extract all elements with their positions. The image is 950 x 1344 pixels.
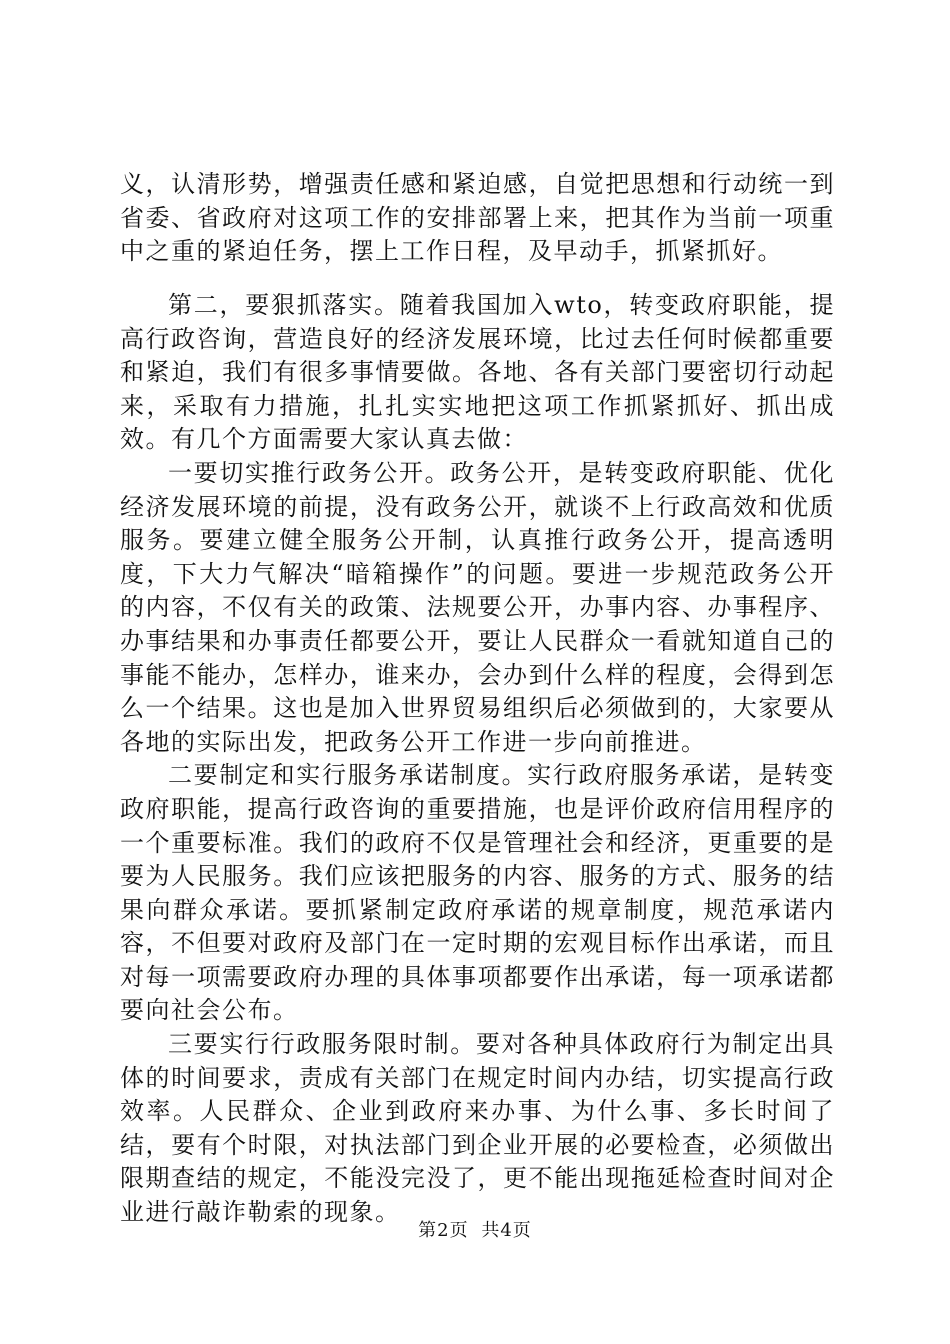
paragraph-continuation: 义，认清形势，增强责任感和紧迫感，自觉把思想和行动统一到省委、省政府对这项工作的安排部署上来，把其作为当前一项重中之重的紧迫任务，摆上工作日程，及早动手，抓紧抓好。 xyxy=(120,170,835,266)
page-footer xyxy=(0,1216,950,1242)
page-number: 第2页 xyxy=(418,1220,469,1241)
document-body-top xyxy=(120,168,835,269)
paragraph-second-point: 第二，要狠抓落实。随着我国加入wto，转变政府职能，提高行政咨询，营造良好的经济发展环境，比过去任何时候都重要和紧迫，我们有很多事情要做。各地、各有关部门要密切行动起来，采取有力措施，扎扎实实地把这项工作抓紧抓好、抓出成效。有几个方面需要大家认真去做： xyxy=(120,291,835,454)
paragraph-item-three: 三要实行行政服务限时制。要对各种具体政府行为制定出具体的时间要求，责成有关部门在规定时间内办结，切实提高行政效率。人民群众、企业到政府来办事、为什么事、多长时间了结，要有个时限，对执法部门到企业开展的必要检查，必须做出限期查结的规定，不能没完没了，更不能出现拖延检查时间对企业进行敲诈勒索的现象。 xyxy=(120,1030,835,1227)
document-body-main xyxy=(120,289,835,1230)
paragraph-item-one: 一要切实推行政务公开。政务公开，是转变政府职能、优化经济发展环境的前提，没有政务公开，就谈不上行政高效和优质服务。要建立健全服务公开制，认真推行政务公开，提高透明度，下大力气解决“暗箱操作”的问题。要进一步规范政务公开的内容，不仅有关的政策、法规要公开，办事内容、办事程序、办事结果和办事责任都要公开，要让人民群众一看就知道自己的事能不能办，怎样办，谁来办，会办到什么样的程度，会得到怎么一个结果。这也是加入世界贸易组织后必须做到的，大家要从各地的实际出发，把政务公开工作进一步向前推进。 xyxy=(120,458,835,756)
page-total: 共4页 xyxy=(481,1220,532,1241)
paragraph-item-two: 二要制定和实行服务承诺制度。实行政府服务承诺，是转变政府职能，提高行政咨询的重要措施，也是评价政府信用程序的一个重要标准。我们的政府不仅是管理社会和经济，更重要的是要为人民服务。我们应该把服务的内容、服务的方式、服务的结果向群众承诺。要抓紧制定政府承诺的规章制度，规范承诺内容，不但要对政府及部门在一定时期的宏观目标作出承诺，而且对每一项需要政府办理的具体事项都要作出承诺，每一项承诺都要向社会公布。 xyxy=(120,761,835,1025)
